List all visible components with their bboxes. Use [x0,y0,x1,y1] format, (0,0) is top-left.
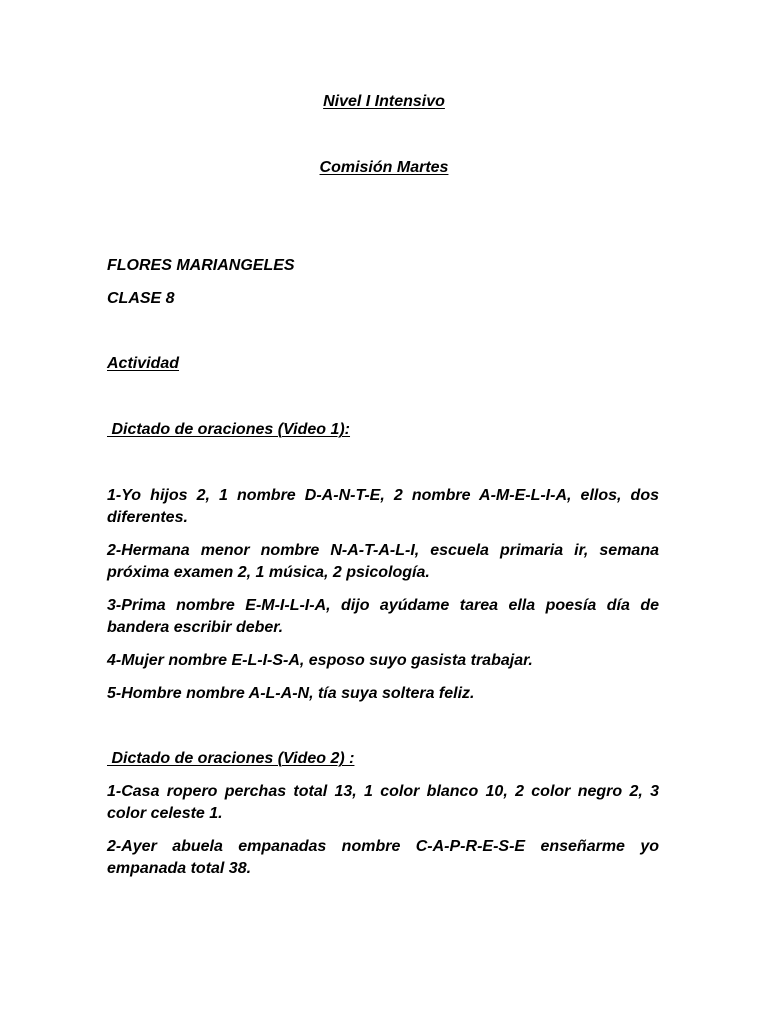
list-item: 4-Mujer nombre E-L-I-S-A, esposo suyo gasista trabajar. [107,652,533,669]
list-item: 1-Yo hijos 2, 1 nombre D-A-N-T-E, 2 nombre A-M-E-L-I-A, ellos, dos diferentes. [107,487,659,526]
heading-commission [0,157,768,179]
section2-title-text: Dictado de oraciones (Video 2) : [107,750,355,767]
student-name: FLORES MARIANGELES [107,257,295,274]
activity-heading-text: Actividad [107,355,180,372]
list-item: 2-Hermana menor nombre N-A-T-A-L-I, escuela primaria ir, semana próxima examen 2, 1 música, 2 psicología. [107,542,659,581]
class-label: CLASE 8 [107,290,175,307]
section1-title-text: Dictado de oraciones (Video 1): [107,421,351,438]
section2-title [107,748,354,770]
heading-level-text: Nivel I Intensivo [323,93,445,110]
section1-title [107,419,350,441]
heading-commission-text: Comisión Martes [319,159,449,176]
activity-heading [107,353,179,375]
list-item: 5-Hombre nombre A-L-A-N, tía suya soltera feliz. [107,685,475,702]
list-item: 2-Ayer abuela empanadas nombre C-A-P-R-E-S-E enseñarme yo empanada total 38. [107,838,659,877]
heading-level [0,91,768,113]
list-item: 3-Prima nombre E-M-I-L-I-A, dijo ayúdame tarea ella poesía día de bandera escribir deber. [107,597,659,636]
list-item: 1-Casa ropero perchas total 13, 1 color blanco 10, 2 color negro 2, 3 color celeste 1. [107,783,659,822]
